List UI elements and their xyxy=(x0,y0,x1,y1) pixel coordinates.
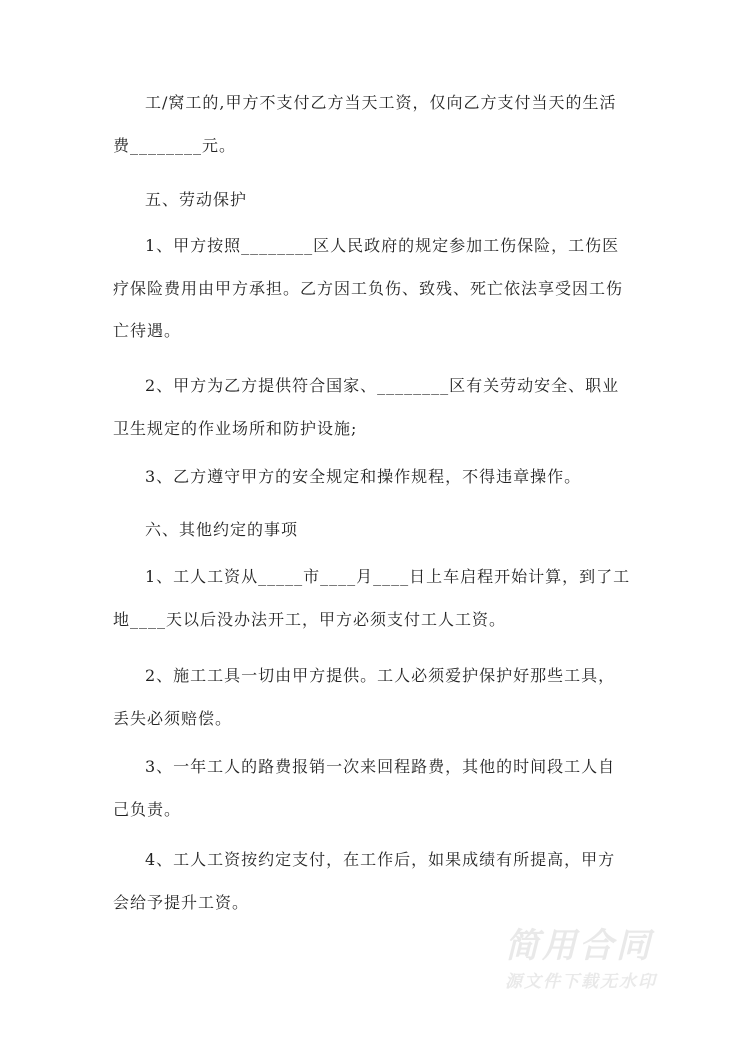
paragraph-safety-rules xyxy=(113,456,643,499)
paragraph-injury-insurance xyxy=(113,225,643,353)
paragraph-wage-start xyxy=(113,556,643,641)
text-line: 五、劳动保护 xyxy=(145,190,248,209)
section-heading-other-matters xyxy=(113,509,643,552)
text-line: 己负责。 xyxy=(113,799,182,819)
text-line: 亡待遇。 xyxy=(113,321,182,340)
paragraph-living-allowance xyxy=(113,82,643,167)
text-line: 六、其他约定的事项 xyxy=(145,520,299,539)
text-line: 4、工人工资按约定支付，在工作后，如果成绩有所提高，甲方 xyxy=(145,850,616,869)
paragraph-travel-expenses xyxy=(113,746,643,831)
text-line: 2、施工工具一切由甲方提供。工人必须爱护保护好那些工具， xyxy=(145,666,616,685)
paragraph-safety-facilities xyxy=(113,365,643,450)
text-line: 地____天以后没办法开工，甲方必须支付工人工资。 xyxy=(113,609,507,629)
text-line: 3、一年工人的路费报销一次来回程路费，其他的时间段工人自 xyxy=(145,757,616,776)
text-line: 会给予提升工资。 xyxy=(113,892,250,912)
watermark-logo: 简用合同 xyxy=(505,926,653,966)
text-line: 疗保险费用由甲方承担。乙方因工负伤、致残、死亡依法享受因工伤 xyxy=(113,278,624,298)
text-line: 1、工人工资从_____市____月____日上车启程开始计算，到了工 xyxy=(145,567,631,586)
text-line: 费________元。 xyxy=(113,135,237,155)
text-line: 丢失必须赔偿。 xyxy=(113,708,233,728)
text-line: 3、乙方遵守甲方的安全规定和操作规程，不得违章操作。 xyxy=(145,467,582,486)
text-line: 1、甲方按照________区人民政府的规定参加工伤保险，工伤医 xyxy=(145,236,620,255)
paragraph-wage-raise xyxy=(113,839,643,924)
section-heading-labor-protection xyxy=(113,179,643,222)
text-line: 卫生规定的作业场所和防护设施; xyxy=(113,418,358,438)
paragraph-tools xyxy=(113,655,643,740)
text-line: 2、甲方为乙方提供符合国家、________区有关劳动安全、职业 xyxy=(145,376,620,395)
text-line: 工/窝工的,甲方不支付乙方当天工资，仅向乙方支付当天的生活 xyxy=(145,93,617,112)
watermark-subtitle: 源文件下载无水印 xyxy=(505,972,657,992)
